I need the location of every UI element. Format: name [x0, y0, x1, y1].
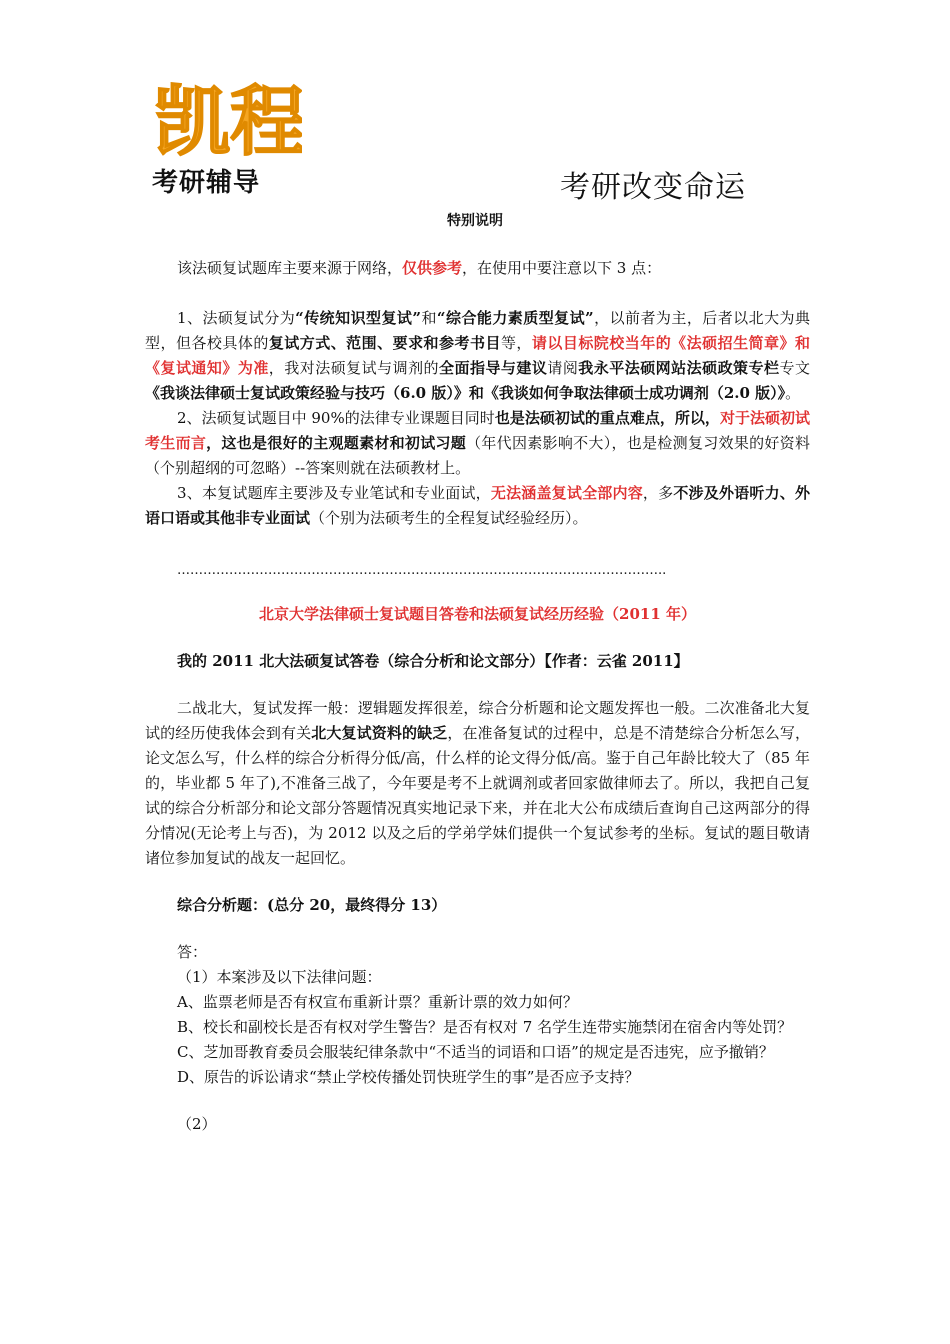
article-paragraph: 二战北大，复试发挥一般：逻辑题发挥很差，综合分析题和论文题发挥也一般。二次准备北大复试的经历使我体会到有关北大复试资料的缺乏，在准备复试的过程中，总是不清楚综合分析怎么写，论文怎么写，什么样的综合分析得分低/高，什么样的论文得分低/高。鉴于自己年龄比较大了（85 年的，毕业都 5 年了),不准备三战了，今年要是考不上就调剂或者回家做律师去了。所以，我把自己复试的综合分析部分和论文部分答题情况真实地记录下来，并在北大公布成绩后查询自己这两部分的得分情况(无论考上与否)，为 2012 以及之后的学弟学妹们提供一个复试参考的坐标。复试的题目敬请诸位参加复试的战友一起回忆。 — [145, 699, 810, 867]
answer-label: 答： — [177, 943, 208, 961]
point-3-paragraph: 3、本复试题库主要涉及专业笔试和专业面试，无法涵盖复试全部内容，多不涉及外语听力、外语口语或其他非专业面试（个别为法硕考生的全程复试经验经历）。 — [145, 484, 810, 527]
page-title: 特别说明 — [447, 213, 503, 229]
document-body — [145, 256, 810, 1137]
logo-subtitle: 考研辅导 — [152, 168, 261, 198]
question-item: C、芝加哥教育委员会服装纪律条款中“不适当的词语和口语”的规定是否违宪，应予撤销？ — [177, 1043, 774, 1061]
point-1-paragraph: 1、法硕复试分为“传统知识型复试”和“综合能力素质型复试”，以前者为主，后者以北大为典型，但各校具体的复试方式、范围、要求和参考书目等，请以目标院校当年的《法硕招生简章》和《复试通知》为准，我对法硕复试与调剂的全面指导与建议请阅我永平法硕网站法硕政策专栏专文《我谈法律硕士复试政策经验与技巧（6.0 版）》和《我谈如何争取法律硕士成功调剂（2.0 版）》。 — [145, 309, 810, 402]
question-1-intro: （1）本案涉及以下法律问题： — [177, 968, 382, 986]
question-item: A、监票老师是否有权宣布重新计票？重新计票的效力如何？ — [177, 993, 578, 1011]
question-item: B、校长和副校长是否有权对学生警告？是否有权对 7 名学生连带实施禁闭在宿舍内等处罚？ — [177, 1018, 793, 1036]
question-item: D、原告的诉讼请求“禁止学校传播处罚快班学生的事”是否应予支持？ — [177, 1068, 640, 1086]
intro-paragraph: 该法硕复试题库主要来源于网络，仅供参考，在使用中要注意以下 3 点： — [177, 259, 662, 277]
kaicheng-logo — [152, 70, 302, 200]
question-2-label: （2） — [177, 1115, 217, 1133]
divider-dots: ………………………………………………………………………………………………….. — [177, 563, 667, 578]
section-title: 北京大学法律硕士复试题目答卷和法硕复试经历经验（2011 年） — [259, 605, 696, 623]
article-title: 我的 2011 北大法硕复试答卷（综合分析和论文部分）【作者：云雀 2011】 — [177, 652, 689, 670]
logo-mark-icon — [152, 70, 302, 160]
logo-text: 凯程 — [154, 77, 302, 160]
analysis-title: 综合分析题：(总分 20，最终得分 13） — [177, 896, 447, 914]
slogan: 考研改变命运 — [560, 170, 746, 205]
point-2-paragraph: 2、法硕复试题目中 90%的法律专业课题目同时也是法硕初试的重点难点，所以，对于法硕初试考生而言，这也是很好的主观题素材和初试习题（年代因素影响不大），也是检测复习效果的好资料（个别超纲的可忽略）--答案则就在法硕教材上。 — [145, 409, 810, 477]
